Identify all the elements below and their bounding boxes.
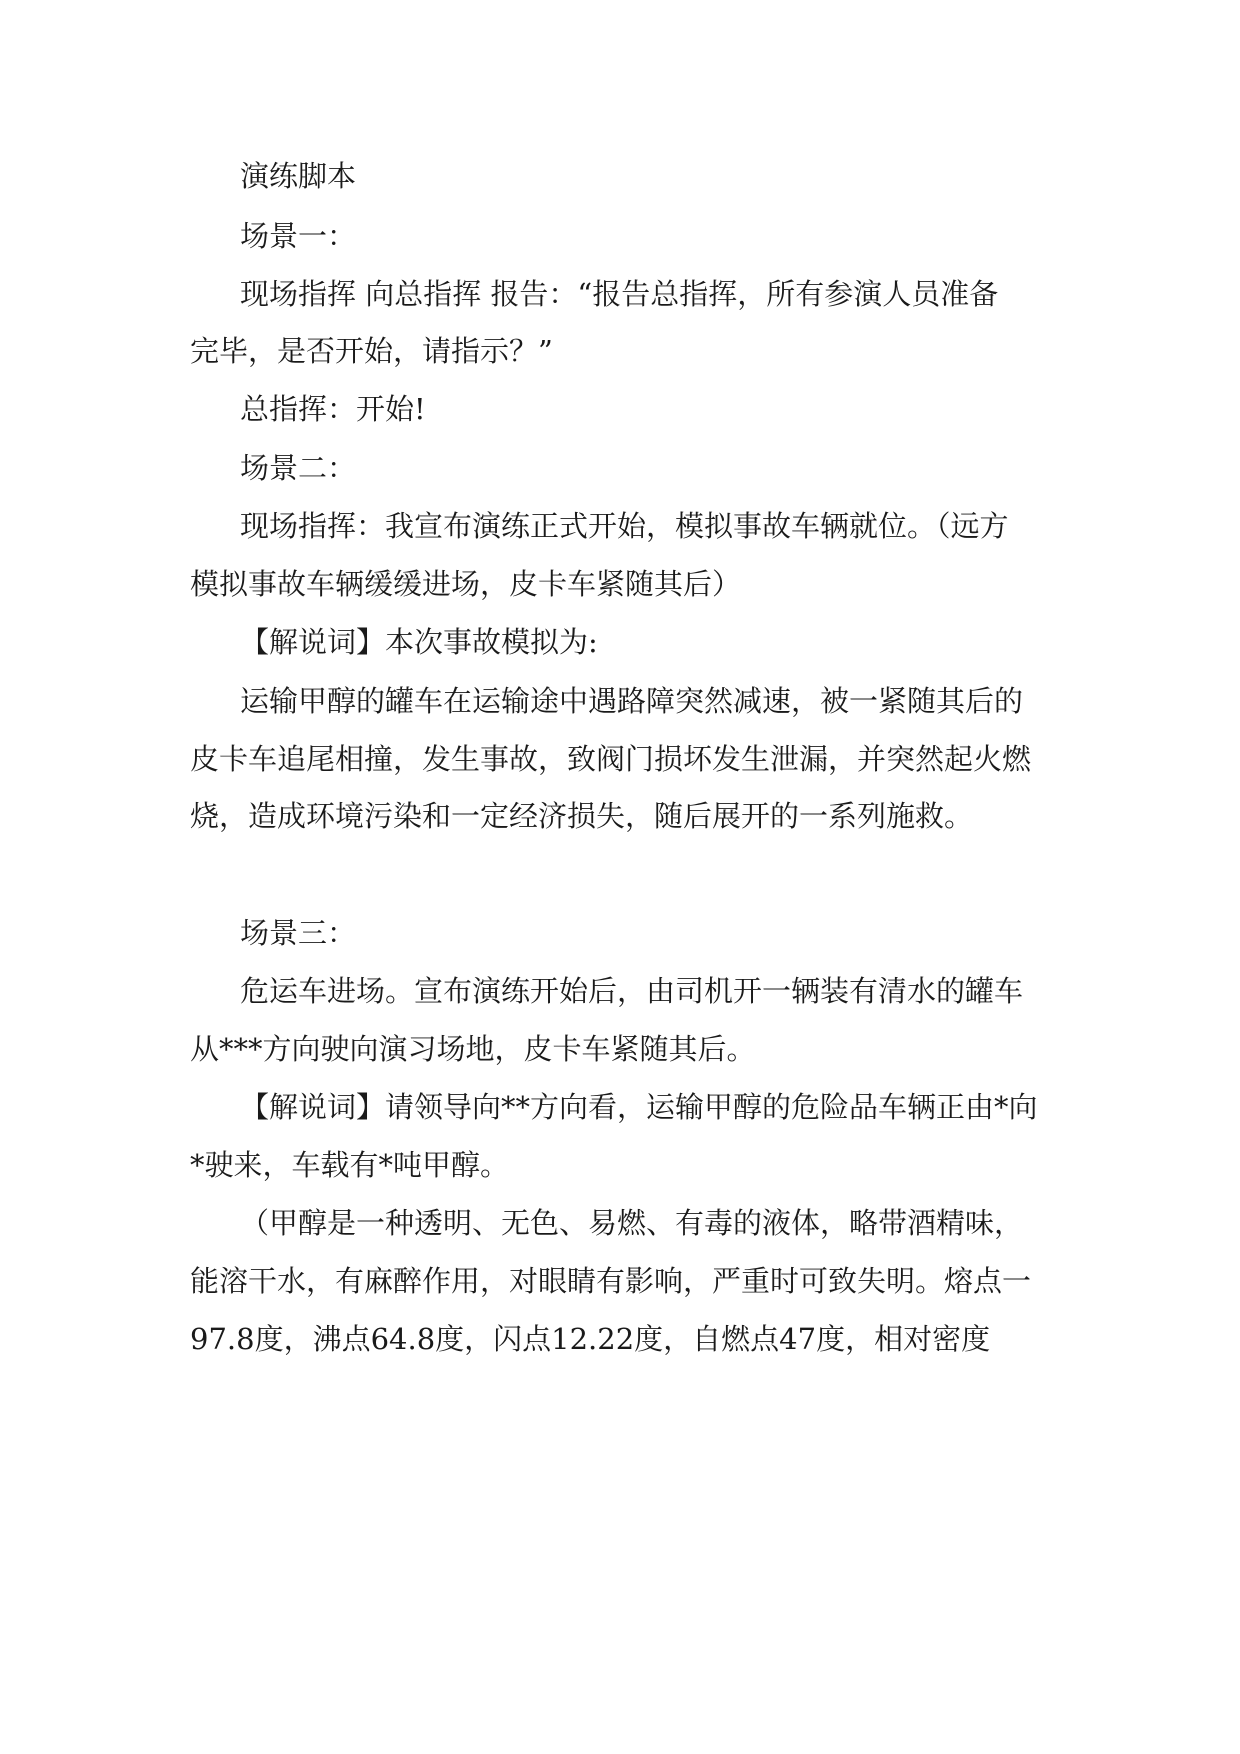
scene1-reply: 总指挥：开始! xyxy=(240,392,426,426)
scene2-narration-intro: 【解说词】本次事故模拟为: xyxy=(240,625,598,659)
scene3-action-line2: 从***方向驶向演习场地，皮卡车紧随其后。 xyxy=(190,1032,756,1066)
scene2-announce-line1: 现场指挥：我宣布演练正式开始，模拟事故车辆就位。（远方 xyxy=(240,509,1009,543)
scene1-heading: 场景一： xyxy=(240,219,357,253)
scene2-narration-line1: 运输甲醇的罐车在运输途中遇路障突然减速，被一紧随其后的 xyxy=(240,684,1024,718)
scene1-report-line1: 现场指挥 向总指挥 报告：“报告总指挥，所有参演人员准备 xyxy=(240,277,999,311)
scene2-narration-line3: 烧，造成环境污染和一定经济损失，随后展开的一系列施救。 xyxy=(190,799,974,833)
scene3-note-line3: 97.8度，沸点64.8度，闪点12.22度，自燃点47度，相对密度 xyxy=(190,1322,991,1356)
scene3-narration-line2: *驶来，车载有*吨甲醇。 xyxy=(190,1148,510,1182)
scene3-heading: 场景三： xyxy=(240,916,357,950)
document-title: 演练脚本 xyxy=(240,159,357,193)
scene3-note-line2: 能溶干水，有麻醉作用，对眼睛有影响，严重时可致失明。熔点一 xyxy=(190,1264,1032,1298)
scene2-heading: 场景二： xyxy=(240,451,357,485)
scene3-action-line1: 危运车进场。宣布演练开始后，由司机开一辆装有清水的罐车 xyxy=(240,974,1024,1008)
scene2-narration-line2: 皮卡车追尾相撞，发生事故，致阀门损坏发生泄漏，并突然起火燃 xyxy=(190,742,1032,776)
scene1-report-line2: 完毕，是否开始，请指示？” xyxy=(190,334,553,368)
scene3-note-line1: （甲醇是一种透明、无色、易燃、有毒的液体，略带酒精味， xyxy=(240,1206,1024,1240)
scene3-narration-line1: 【解说词】请领导向**方向看，运输甲醇的危险品车辆正由*向 xyxy=(240,1090,1038,1124)
scene2-announce-line2: 模拟事故车辆缓缓进场，皮卡车紧随其后） xyxy=(190,567,742,601)
